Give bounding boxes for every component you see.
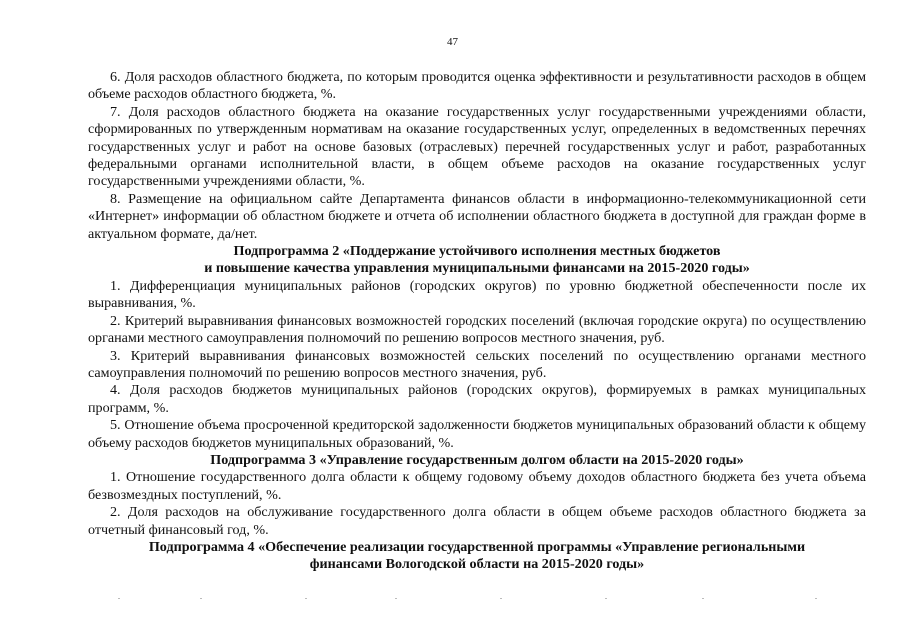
paragraph: 8. Размещение на официальном сайте Департамента финансов области в информационно-телекоммуникационной сети «Интернет» информации об областном бюджете и отчета об исполнении областного бюджета в доступной для граждан форме в актуальном формате, да/нет. bbox=[88, 190, 866, 242]
scan-dot bbox=[305, 598, 307, 599]
scan-dot bbox=[200, 598, 202, 599]
scan-artifact-dots bbox=[0, 598, 905, 604]
paragraph: 3. Критерий выравнивания финансовых возможностей сельских поселений по осуществлению органами местного самоуправления полномочий по решению вопросов местного значения, руб. bbox=[88, 347, 866, 381]
subprogram-heading bbox=[88, 452, 866, 469]
heading-line: Подпрограмма 2 «Поддержание устойчивого исполнения местных бюджетов bbox=[233, 243, 721, 260]
paragraph: 5. Отношение объема просроченной кредиторской задолженности бюджетов муниципальных образований области к общему объему расходов бюджетов муниципальных образований, %. bbox=[88, 417, 866, 451]
heading-line: Подпрограмма 4 «Обеспечение реализации государственной программы «Управление региональными bbox=[148, 538, 806, 555]
paragraph: 7. Доля расходов областного бюджета на оказание государственных услуг государственными учреждениями области, сформированных по утвержденным нормативам на оказание государственных услуг, определенных в ведомственных перечнях государственных услуг и работ на основе базовых (отраслевых) перечней государственных услуг и работ, разработанных федеральными органами исполнительной власти, в общем объеме расходов на оказание государственных услуг государственными учреждениями области, %. bbox=[88, 103, 866, 190]
heading-line: финансами Вологодской области на 2015-2020 годы» bbox=[309, 556, 645, 573]
scan-dot bbox=[815, 598, 817, 599]
scan-dot bbox=[500, 598, 502, 599]
paragraph: 2. Критерий выравнивания финансовых возможностей городских поселений (включая городские округа) по осуществлению органами местного самоуправления полномочий по решению вопросов местного значения, руб. bbox=[88, 312, 866, 347]
scan-dot bbox=[605, 598, 607, 599]
heading-line: Подпрограмма 3 «Управление государственным долгом области на 2015-2020 годы» bbox=[210, 451, 744, 468]
subprogram-heading bbox=[88, 539, 866, 574]
scan-dot bbox=[702, 598, 704, 599]
scan-dot bbox=[395, 598, 397, 599]
document-body bbox=[88, 69, 866, 574]
subprogram-heading bbox=[88, 243, 866, 278]
heading-line: и повышение качества управления муниципальными финансами на 2015-2020 годы» bbox=[204, 260, 750, 277]
page-number: 47 bbox=[447, 36, 458, 48]
paragraph: 4. Доля расходов бюджетов муниципальных районов (городских округов), формируемых в рамках муниципальных программ, %. bbox=[88, 382, 866, 416]
paragraph: 2. Доля расходов на обслуживание государственного долга области в общем объеме расходов областного бюджета за отчетный финансовый год, %. bbox=[88, 504, 866, 538]
paragraph: 1. Отношение государственного долга области к общему годовому объему доходов областного бюджета без учета объема безвозмездных поступлений, %. bbox=[88, 469, 866, 503]
paragraph: 6. Доля расходов областного бюджета, по которым проводится оценка эффективности и результативности расходов в общем объеме расходов областного бюджета, %. bbox=[88, 69, 866, 103]
paragraph: 1. Дифференциация муниципальных районов (городских округов) по уровню бюджетной обеспеченности после их выравнивания, %. bbox=[88, 277, 866, 312]
scan-dot bbox=[118, 598, 120, 599]
